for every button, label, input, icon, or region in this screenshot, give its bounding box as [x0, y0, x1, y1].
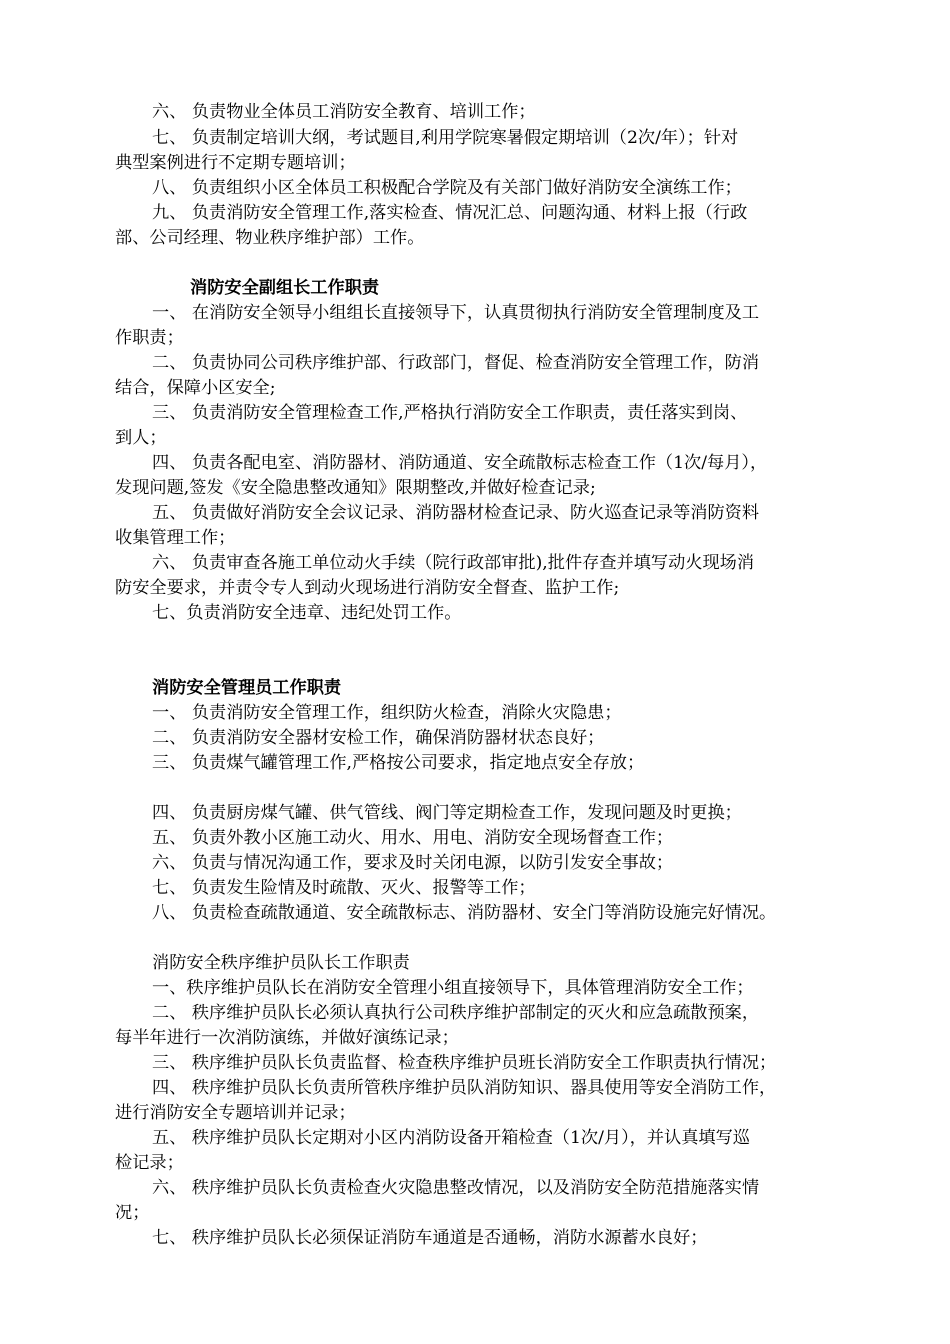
text-line: 九、 负责消防安全管理工作,落实检查、情况汇总、问题沟通、材料上报（行政: [152, 203, 748, 223]
text-line: 进行消防安全专题培训并记录；: [115, 1103, 356, 1123]
text-line: 发现问题,签发《安全隐患整改通知》限期整改,并做好检查记录;: [115, 478, 596, 498]
text-line: 防安全要求，并责令专人到动火现场进行消防安全督查、监护工作;: [115, 578, 620, 598]
text-line: 八、 负责检查疏散通道、安全疏散标志、消防器材、安全门等消防设施完好情况。: [152, 903, 777, 923]
text-line: 三、 负责煤气罐管理工作,严格按公司要求，指定地点安全存放；: [152, 753, 645, 773]
text-line: 七、负责消防安全违章、违纪处罚工作。: [152, 603, 462, 623]
text-line: 四、 负责各配电室、消防器材、消防通道、安全疏散标志检查工作（1次/每月），: [152, 453, 768, 473]
text-line: 八、 负责组织小区全体员工积极配合学院及有关部门做好消防安全演练工作；: [152, 178, 742, 198]
text-line: 结合，保障小区安全;: [115, 378, 276, 398]
text-line: 七、 负责发生险情及时疏散、灭火、报警等工作；: [152, 878, 536, 898]
text-line: 收集管理工作；: [115, 528, 236, 548]
text-line: 六、 负责审查各施工单位动火手续（院行政部审批),批件存查并填写动火现场消: [152, 553, 755, 573]
section-heading: 消防安全管理员工作职责: [152, 678, 342, 698]
text-line: 部、公司经理、物业秩序维护部）工作。: [115, 228, 425, 248]
section-heading: 消防安全副组长工作职责: [190, 278, 380, 298]
section-heading: 消防安全秩序维护员队长工作职责: [152, 953, 410, 973]
text-line: 一、 在消防安全领导小组组长直接领导下，认真贯彻执行消防安全管理制度及工: [152, 303, 760, 323]
text-line: 五、 负责外教小区施工动火、用水、用电、消防安全现场督查工作；: [152, 828, 674, 848]
text-line: 四、 秩序维护员队长负责所管秩序维护员队消防知识、器具使用等安全消防工作，: [152, 1078, 777, 1098]
text-line: 六、 负责物业全体员工消防安全教育、培训工作；: [152, 102, 536, 122]
text-line: 七、 负责制定培训大纲，考试题目,利用学院寒暑假定期培训（2次/年）；针对: [152, 128, 739, 148]
text-line: 六、 负责与情况沟通工作，要求及时关闭电源，以防引发安全事故；: [152, 853, 674, 873]
text-line: 二、 秩序维护员队长必须认真执行公司秩序维护部制定的灭火和应急疏散预案，: [152, 1003, 760, 1023]
text-line: 六、 秩序维护员队长负责检查火灾隐患整改情况，以及消防安全防范措施落实情: [152, 1178, 760, 1198]
text-line: 二、 负责消防安全器材安检工作，确保消防器材状态良好；: [152, 728, 605, 748]
text-line: 检记录；: [115, 1153, 184, 1173]
text-line: 三、 秩序维护员队长负责监督、检查秩序维护员班长消防安全工作职责执行情况；: [152, 1053, 777, 1073]
text-line: 到人；: [115, 428, 167, 448]
text-line: 每半年进行一次消防演练，并做好演练记录；: [115, 1028, 459, 1048]
text-line: 二、 负责协同公司秩序维护部、行政部门，督促、检查消防安全管理工作，防消: [152, 353, 760, 373]
text-line: 一、 负责消防安全管理工作，组织防火检查，消除火灾隐患；: [152, 703, 622, 723]
text-line: 五、 负责做好消防安全会议记录、消防器材检查记录、防火巡查记录等消防资料: [152, 503, 760, 523]
text-line: 四、 负责厨房煤气罐、供气管线、阀门等定期检查工作，发现问题及时更换；: [152, 803, 742, 823]
text-line: 一、秩序维护员队长在消防安全管理小组直接领导下，具体管理消防安全工作；: [152, 978, 754, 998]
text-line: 况；: [115, 1203, 150, 1223]
text-line: 五、 秩序维护员队长定期对小区内消防设备开箱检查（1次/月），并认真填写巡: [152, 1128, 750, 1148]
text-line: 典型案例进行不定期专题培训；: [115, 153, 356, 173]
text-line: 三、 负责消防安全管理检查工作,严格执行消防安全工作职责，责任落实到岗、: [152, 403, 748, 423]
text-line: 作职责；: [115, 328, 184, 348]
text-line: 七、 秩序维护员队长必须保证消防车通道是否通畅，消防水源蓄水良好；: [152, 1228, 708, 1248]
